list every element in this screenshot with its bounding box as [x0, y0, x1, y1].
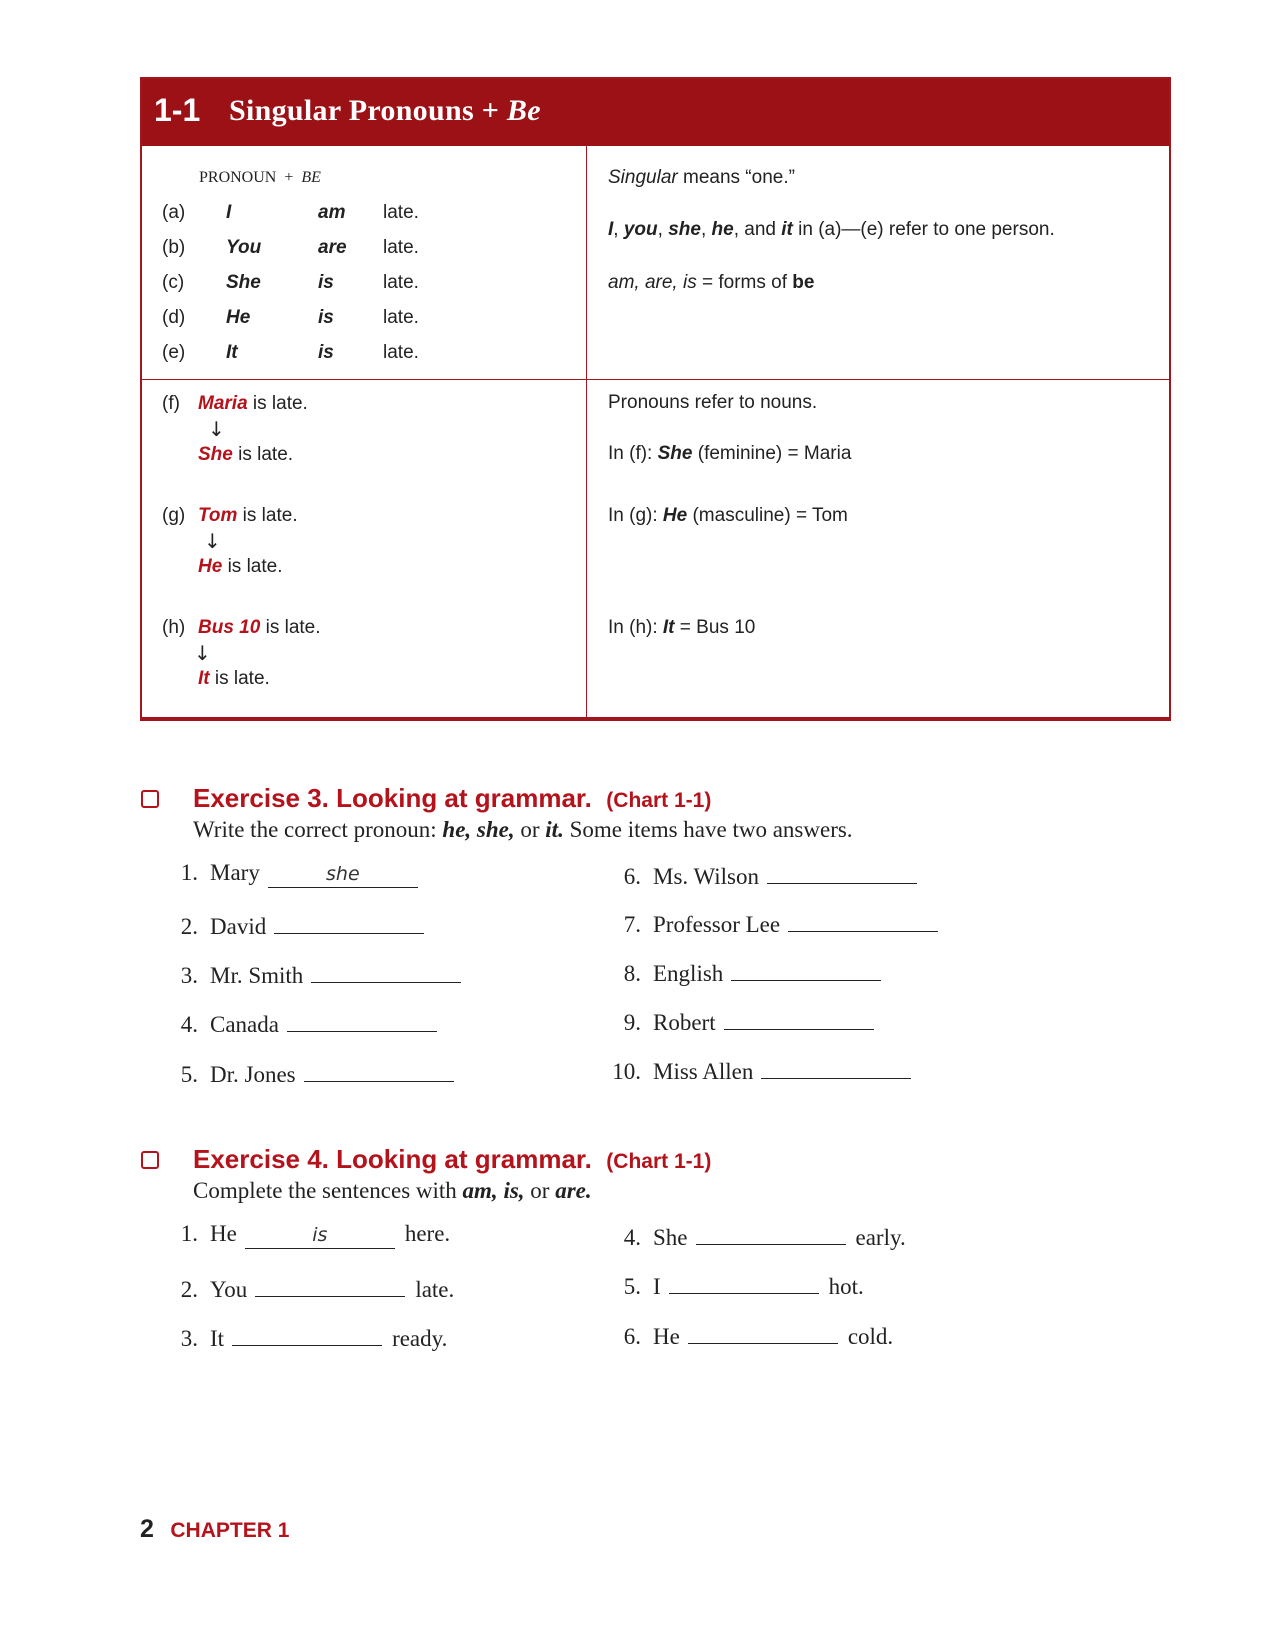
answer-blank[interactable] [274, 910, 424, 934]
answer-blank[interactable] [788, 908, 938, 932]
exercise-3-item: 3. Mr. Smith [164, 959, 471, 989]
note-forms: am, are, is = forms of be [608, 272, 815, 293]
column-header: PRONOUN + BE [199, 169, 321, 186]
answer-blank[interactable] [724, 1006, 874, 1030]
row-pronoun: He [226, 307, 251, 328]
exercise-3-item: 8. English [607, 957, 891, 987]
down-arrow-icon: ↓ [208, 417, 225, 441]
row-pronoun: You [226, 237, 262, 258]
row-be: am [318, 202, 346, 223]
exercise-3-item: 2. David [164, 910, 434, 940]
chart-number: 1-1 [154, 92, 201, 128]
example-noun: Tom is late. [198, 505, 298, 526]
exercise-3-item: 5. Dr. Jones [164, 1058, 464, 1088]
answer-blank[interactable]: she [268, 864, 418, 888]
answer-blank[interactable] [232, 1322, 382, 1346]
exercise-4-instructions: Complete the sentences with am, is, or are. [193, 1178, 592, 1203]
row-label: (a) [162, 202, 186, 223]
row-divider [142, 379, 1169, 380]
example-label: (g) [162, 505, 186, 526]
example-noun: Bus 10 is late. [198, 617, 321, 638]
row-pronoun: I [226, 202, 232, 223]
answer-blank[interactable] [311, 959, 461, 983]
exercise-3-item: 4. Canada [164, 1008, 447, 1038]
row-rest: late. [383, 307, 419, 328]
note-singular: Singular means “one.” [608, 167, 795, 188]
answer-blank[interactable] [669, 1270, 819, 1294]
row-rest: late. [383, 237, 419, 258]
exercise-checkbox[interactable] [141, 1151, 159, 1169]
answer-blank[interactable] [767, 860, 917, 884]
example-noun: Maria is late. [198, 393, 308, 414]
answer-blank[interactable] [255, 1273, 405, 1297]
row-rest: late. [383, 202, 419, 223]
row-pronoun: It [226, 342, 238, 363]
chapter-label: CHAPTER 1 [170, 1519, 290, 1542]
chart-title-be: Be [506, 94, 541, 127]
down-arrow-icon: ↓ [194, 641, 211, 665]
exercise-3-title: Exercise 3. Looking at grammar. (Chart 1-1) [193, 783, 712, 813]
exercise-4-title: Exercise 4. Looking at grammar. (Chart 1-1) [193, 1144, 712, 1174]
note-h: In (h): It = Bus 10 [608, 617, 756, 638]
page-number: 2 [140, 1515, 154, 1543]
exercise-3-item: 7. Professor Lee [607, 908, 948, 938]
answer-blank[interactable] [731, 957, 881, 981]
row-label: (b) [162, 237, 186, 258]
exercise-4-item: 2. You late. [164, 1273, 454, 1303]
row-be: is [318, 342, 334, 363]
row-pronoun: She [226, 272, 261, 293]
answer-blank[interactable]: is [245, 1225, 395, 1249]
row-be: is [318, 307, 334, 328]
answer-blank[interactable] [287, 1008, 437, 1032]
note-f: In (f): She (feminine) = Maria [608, 443, 852, 464]
column-divider [586, 146, 587, 721]
down-arrow-icon: ↓ [204, 529, 221, 553]
exercise-3-item: 9. Robert [607, 1006, 884, 1036]
exercise-3-item: 1. Mary she [164, 860, 428, 888]
page-footer [140, 1515, 289, 1544]
row-label: (d) [162, 307, 186, 328]
exercise-3-item: 6. Ms. Wilson [607, 860, 927, 890]
example-pronoun: He is late. [198, 556, 283, 577]
row-rest: late. [383, 342, 419, 363]
row-label: (e) [162, 342, 186, 363]
exercise-4-item: 5. I hot. [607, 1270, 864, 1300]
answer-blank[interactable] [696, 1221, 846, 1245]
answer-blank[interactable] [688, 1320, 838, 1344]
grammar-chart [140, 77, 1171, 721]
row-rest: late. [383, 272, 419, 293]
exercise-3-item: 10. Miss Allen [607, 1055, 921, 1085]
exercise-3-instructions: Write the correct pronoun: he, she, or it. Some items have two answers. [193, 817, 853, 842]
answer-blank[interactable] [304, 1058, 454, 1082]
exercise-4-item: 4. She early. [607, 1221, 906, 1251]
row-label: (c) [162, 272, 185, 293]
example-pronoun: She is late. [198, 444, 294, 465]
chart-title: Singular Pronouns + Be [229, 94, 541, 127]
note-intro: Pronouns refer to nouns. [608, 392, 818, 413]
row-be: are [318, 237, 347, 258]
exercise-4-item: 6. He cold. [607, 1320, 893, 1350]
example-pronoun: It is late. [198, 668, 270, 689]
answer-blank[interactable] [761, 1055, 911, 1079]
note-g: In (g): He (masculine) = Tom [608, 505, 848, 526]
exercise-4-item: 3. It ready. [164, 1322, 447, 1352]
row-be: is [318, 272, 334, 293]
note-pronouns: I, you, she, he, and it in (a)—(e) refer to one person. [608, 219, 1055, 240]
example-label: (h) [162, 617, 186, 638]
exercise-4-item: 1. He is here. [164, 1221, 450, 1249]
exercise-checkbox[interactable] [141, 790, 159, 808]
chart-header [142, 79, 1169, 146]
example-label: (f) [162, 393, 180, 414]
